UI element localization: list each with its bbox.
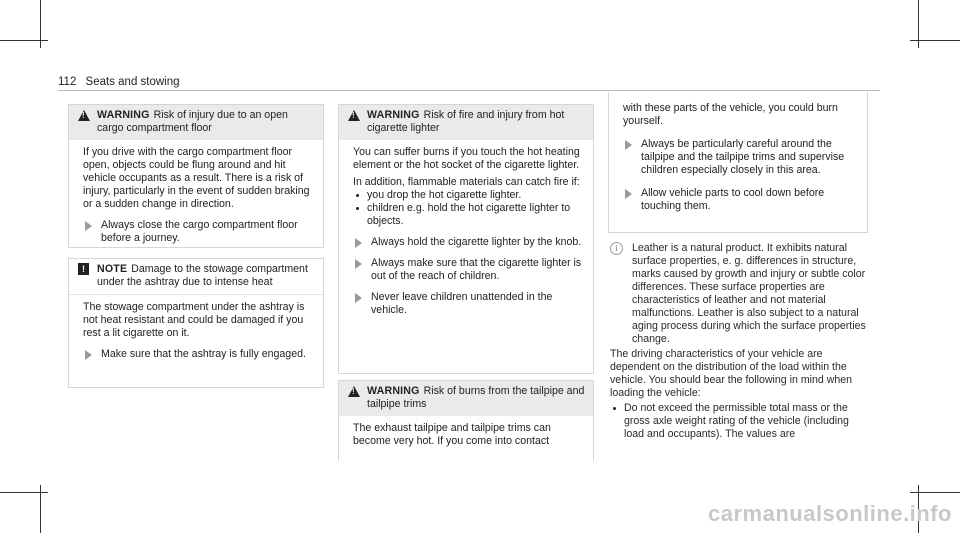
step-arrow-icon — [355, 259, 362, 269]
warning-icon — [348, 386, 360, 397]
step-arrow-icon — [85, 221, 92, 231]
crop-mark — [0, 492, 48, 493]
watermark-text: carmanualsonline.info — [708, 501, 952, 526]
warning-text: In addition, flammable materials can catch fire if: — [353, 176, 580, 188]
instruction-step — [353, 291, 585, 317]
info-text: Leather is a natural product. It exhibits natural surface properties, e. g. differences in structure, marks caused by growth and injury or subtle color differences. These surface properties are characteristics of leather and not material malfunctions. Leather is also subject to a natural aging process during which the surface properties change. — [632, 242, 866, 345]
instruction-step — [83, 219, 315, 245]
step-arrow-icon — [355, 238, 362, 248]
warning-keyword: WARNING — [367, 109, 420, 121]
warning-title: Risk of burns from the tailpipe and tailpipe trims — [367, 385, 585, 410]
instruction-step — [83, 348, 315, 361]
crop-mark — [910, 40, 960, 41]
note-header — [69, 259, 323, 295]
warning-box-cargo — [68, 104, 324, 248]
note-box-ashtray — [68, 258, 324, 388]
note-title: Damage to the stowage compartment under the ashtray due to intense heat — [97, 263, 308, 288]
step-arrow-icon — [85, 350, 92, 360]
warning-icon — [348, 110, 360, 121]
note-text: The stowage compartment under the ashtray is not heat resistant and could be damaged if you rest a lit cigarette on it. — [83, 301, 305, 339]
warning-header — [339, 105, 593, 140]
page-number: 112 — [58, 76, 77, 88]
body-paragraph: The driving characteristics of your vehicle are dependent on the distribution of the load within the vehicle. You should bear the following in mind when loading the vehicle: — [610, 348, 853, 399]
step-text: Make sure that the ashtray is fully engaged. — [101, 348, 306, 360]
step-text: Always be particularly careful around the tailpipe and the tailpipe trims and supervise children especially closely in this area. — [641, 138, 845, 176]
warning-text: with these parts of the vehicle, you could burn yourself. — [623, 102, 838, 127]
body-column — [610, 242, 866, 441]
warning-body — [339, 416, 593, 454]
header-rule — [58, 90, 880, 91]
warning-title: Risk of fire and injury from hot cigarette lighter — [367, 109, 565, 134]
warning-box-tailpipe — [338, 380, 594, 461]
warning-text: The exhaust tailpipe and tailpipe trims can become very hot. If you come into contact — [353, 422, 551, 447]
step-arrow-icon — [625, 140, 632, 150]
step-text: Always make sure that the cigarette lighter is out of the reach of children. — [371, 257, 582, 282]
list-item: children e.g. hold the hot cigarette lighter to objects. — [353, 202, 585, 228]
info-icon: i — [610, 242, 623, 255]
step-text: Always close the cargo compartment floor before a journey. — [101, 219, 298, 244]
note-body — [69, 295, 323, 367]
list-item: Do not exceed the permissible total mass or the gross axle weight rating of the vehicle (including load and occupants). The values are — [610, 402, 866, 441]
instruction-step — [353, 257, 585, 283]
crop-mark — [910, 492, 960, 493]
step-text: Allow vehicle parts to cool down before touching them. — [641, 187, 825, 212]
warning-body — [69, 140, 323, 251]
warning-text: You can suffer burns if you touch the hot heating element or the hot socket of the cigarette lighter. — [353, 146, 580, 171]
warning-title: Risk of injury due to an open cargo compartment floor — [97, 109, 288, 134]
instruction-step — [623, 138, 859, 177]
warning-icon — [78, 110, 90, 121]
warning-keyword: WARNING — [367, 385, 420, 397]
warning-text: If you drive with the cargo compartment floor open, objects could be flung around and hit vehicle occupants as a result. There is a risk of injury, particularly in the event of sudden braking or a sudden change in direction. — [83, 146, 310, 210]
warning-box-lighter — [338, 104, 594, 374]
page-header — [58, 76, 180, 88]
warning-body — [339, 140, 593, 323]
crop-mark — [0, 40, 48, 41]
note-icon: ! — [78, 263, 89, 275]
instruction-step — [353, 236, 585, 249]
warning-header — [339, 381, 593, 416]
section-title: Seats and stowing — [85, 76, 180, 88]
step-arrow-icon — [625, 189, 632, 199]
instruction-step — [623, 187, 859, 213]
info-note — [610, 242, 866, 346]
list-item: you drop the hot cigarette lighter. — [353, 189, 585, 202]
step-text: Never leave children unattended in the vehicle. — [371, 291, 553, 316]
note-keyword: NOTE — [97, 263, 128, 275]
step-arrow-icon — [355, 293, 362, 303]
warning-header — [69, 105, 323, 140]
warning-body — [609, 92, 867, 219]
step-text: Always hold the cigarette lighter by the knob. — [371, 236, 582, 248]
warning-box-tailpipe-continued — [608, 92, 868, 233]
warning-keyword: WARNING — [97, 109, 150, 121]
